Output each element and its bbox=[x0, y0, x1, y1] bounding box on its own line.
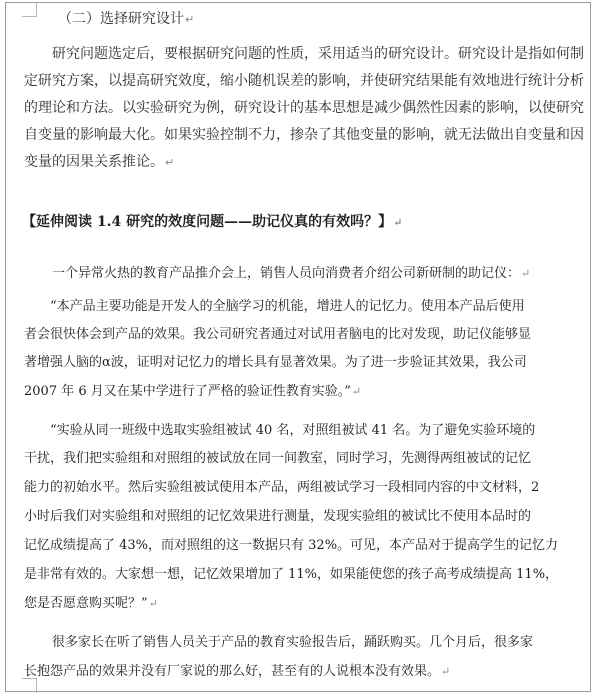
story-line-text: 记忆成绩提高了 43%，而对照组的这一数据只有 32%。可见，本产品对于提高学生的记忆力 bbox=[24, 538, 559, 553]
story-line bbox=[50, 298, 525, 316]
story-line bbox=[24, 508, 531, 526]
story-line-text: 者会很快体会到产品的效果。我公司研究者通过对试用者脑电的比对发现，助记仪能够显 bbox=[24, 327, 532, 342]
story-line bbox=[24, 354, 527, 372]
section-heading-text: （二）选择研究设计 bbox=[58, 11, 184, 27]
paragraph-mark: ↵ bbox=[165, 156, 175, 169]
story-line bbox=[24, 383, 361, 401]
paragraph-mark: ↵ bbox=[521, 267, 531, 280]
paragraph-line bbox=[24, 126, 584, 144]
story-line bbox=[52, 634, 533, 652]
paragraph-mark: ↵ bbox=[393, 216, 403, 229]
section-heading bbox=[58, 10, 194, 29]
story-line bbox=[24, 595, 158, 613]
story-line bbox=[24, 537, 558, 555]
paragraph-mark: ↵ bbox=[441, 665, 451, 678]
story-line-text: 一个异常火热的教育产品推介会上，销售人员向消费者介绍公司新研制的助记仪： bbox=[52, 266, 521, 281]
paragraph-line bbox=[24, 153, 174, 172]
extended-reading-title-text: 【延伸阅读 1.4 研究的效度问题——助记仪真的有效吗？】 bbox=[22, 214, 393, 230]
story-line bbox=[24, 326, 531, 344]
story-line-text: 长抱怨产品的效果并没有厂家说的那么好，甚至有的人说根本没有效果。 bbox=[24, 664, 441, 679]
story-line-text: 著增强人脑的α波，证明对记忆力的增长具有显著效果。为了进一步验证其效果，我公司 bbox=[24, 355, 527, 370]
extended-reading-title bbox=[22, 213, 402, 232]
paragraph-line-text: 定研究方案，以提高研究效度，缩小随机误差的影响，并使研究结果能有效地进行统计分析 bbox=[24, 73, 584, 89]
story-line bbox=[24, 566, 558, 584]
story-line-text: 您是否愿意购买呢？” bbox=[24, 596, 148, 611]
story-line-text: “实验从同一班级中选取实验组被试 40 名，对照组被试 41 名。为了避免实验环境的 bbox=[50, 423, 536, 438]
story-line-text: 小时后我们对实验组和对照组的记忆效果进行测量，发现实验组的被试比不使用本品时的 bbox=[24, 509, 532, 524]
paragraph-line-text: 自变量的影响最大化。如果实验控制不力，掺杂了其他变量的影响，就无法做出自变量和因 bbox=[24, 127, 584, 143]
paragraph-mark: ↵ bbox=[351, 385, 362, 398]
paragraph-mark: ↵ bbox=[148, 597, 158, 610]
story-line bbox=[24, 479, 539, 497]
paragraph-line-text: 变量的因果关系推论。 bbox=[24, 154, 164, 170]
story-line bbox=[24, 663, 450, 681]
story-line bbox=[52, 265, 530, 283]
story-line bbox=[24, 450, 531, 468]
story-line-text: 2007 年 6 月又在某中学进行了严格的验证性教育实验。” bbox=[24, 384, 351, 399]
paragraph-line bbox=[24, 72, 584, 90]
story-line-text: “本产品主要功能是开发人的全脑学习的机能，增进人的记忆力。使用本产品后使用 bbox=[50, 299, 525, 314]
story-line-text: 干扰，我们把实验组和对照组的被试放在同一间教室，同时学习，先测得两组被试的记忆 bbox=[24, 451, 532, 466]
margin-corner-top bbox=[22, 2, 37, 17]
story-line bbox=[50, 422, 535, 440]
paragraph-line bbox=[52, 45, 584, 63]
paragraph-line-text: 研究问题选定后，要根据研究问题的性质，采用适当的研究设计。研究设计是指如何制 bbox=[52, 46, 584, 62]
story-line-text: 是非常有效的。大家想一想，记忆效果增加了 11%，如果能使您的孩子高考成绩提高 11%， bbox=[24, 567, 559, 582]
story-line-text: 很多家长在听了销售人员关于产品的教育实验报告后，踊跃购买。几个月后，很多家 bbox=[52, 635, 534, 650]
paragraph-line bbox=[24, 99, 584, 117]
story-line-text: 能力的初始水平。然后实验组被试使用本产品，两组被试学习一段相同内容的中文材料，2 bbox=[24, 480, 540, 495]
paragraph-mark: ↵ bbox=[185, 13, 195, 26]
paragraph-line-text: 的理论和方法。以实验研究为例，研究设计的基本思想是减少偶然性因素的影响，以使研究 bbox=[24, 100, 584, 116]
